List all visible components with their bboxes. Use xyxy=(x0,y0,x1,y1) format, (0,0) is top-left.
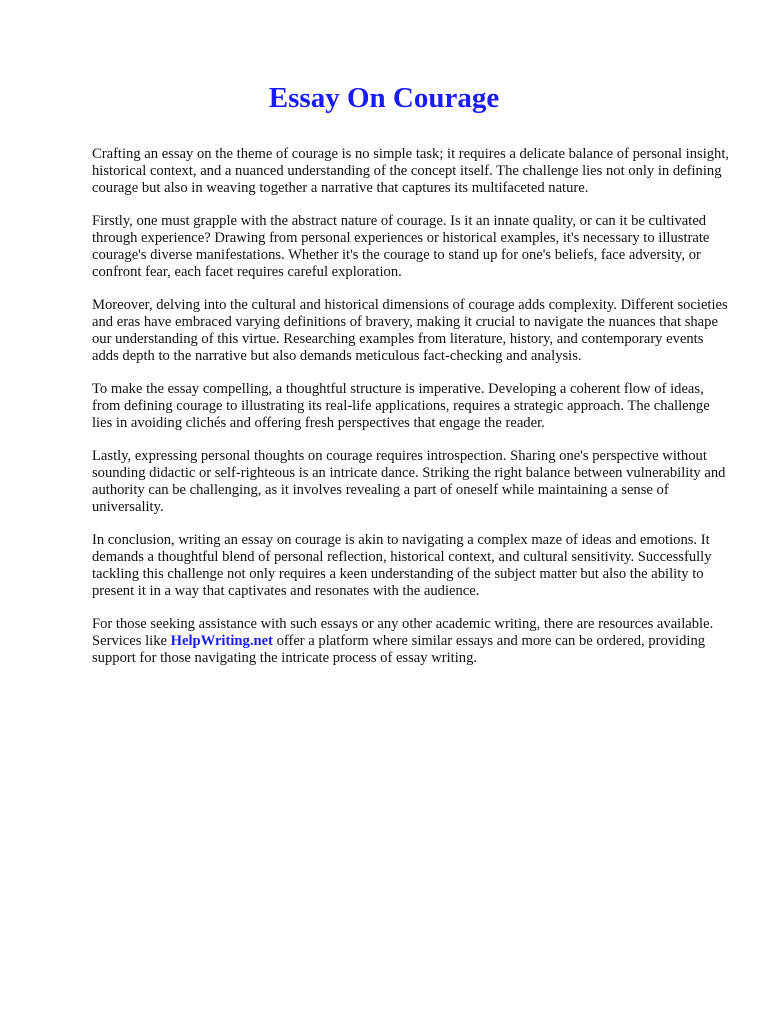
closing-text-after-link: offer a platform where similar essays and more can be ordered, providing support for those navigating the intricate process of essay writing. xyxy=(92,633,706,666)
paragraph-cultural-dimensions: Moreover, delving into the cultural and historical dimensions of courage adds complexity. Different societies and eras have embraced varying definitions of bravery, making it crucial to navigate the nuances that shape our understanding of this virtue. Researching examples from literature, history, and contemporary events adds depth to the narrative but also demands meticulous fact-checking and analysis. xyxy=(92,297,728,364)
essay-body xyxy=(92,146,732,683)
closing-text-before-link: For those seeking assistance with such essays or any other academic writing, there are resources available. Services like xyxy=(92,616,714,649)
helpwriting-link[interactable]: HelpWriting.net xyxy=(170,633,273,649)
paragraph-abstract-nature: Firstly, one must grapple with the abstract nature of courage. Is it an innate quality, or can it be cultivated through experience? Drawing from personal experiences or historical examples, it's necessary to illustrate courage's diverse manifestations. Whether it's the courage to stand up for one's beliefs, face adversity, or confront fear, each facet requires careful exploration. xyxy=(92,213,710,280)
paragraph-intro: Crafting an essay on the theme of courage is no simple task; it requires a delicate balance of personal insight, historical context, and a nuanced understanding of the concept itself. The challenge lies not only in defining courage but also in weaving together a narrative that captures its multifaceted nature. xyxy=(92,146,730,196)
paragraph-personal-thoughts: Lastly, expressing personal thoughts on courage requires introspection. Sharing one's perspective without sounding didactic or self-righteous is an intricate dance. Striking the right balance between vulnerability and authority can be challenging, as it involves revealing a part of oneself while maintaining a sense of universality. xyxy=(92,448,726,515)
page-title: Essay On Courage xyxy=(268,82,500,114)
paragraph-structure: To make the essay compelling, a thoughtful structure is imperative. Developing a coherent flow of ideas, from defining courage to illustrating its real-life applications, requires a strategic approach. The challenge lies in avoiding clichés and offering fresh perspectives that engage the reader. xyxy=(92,381,710,431)
paragraph-conclusion: In conclusion, writing an essay on courage is akin to navigating a complex maze of ideas and emotions. It demands a thoughtful blend of personal reflection, historical context, and cultural sensitivity. Successfully tackling this challenge not only requires a keen understanding of the subject matter but also the ability to present it in a way that captivates and resonates with the audience. xyxy=(92,532,712,599)
paragraph-closing xyxy=(92,616,732,667)
